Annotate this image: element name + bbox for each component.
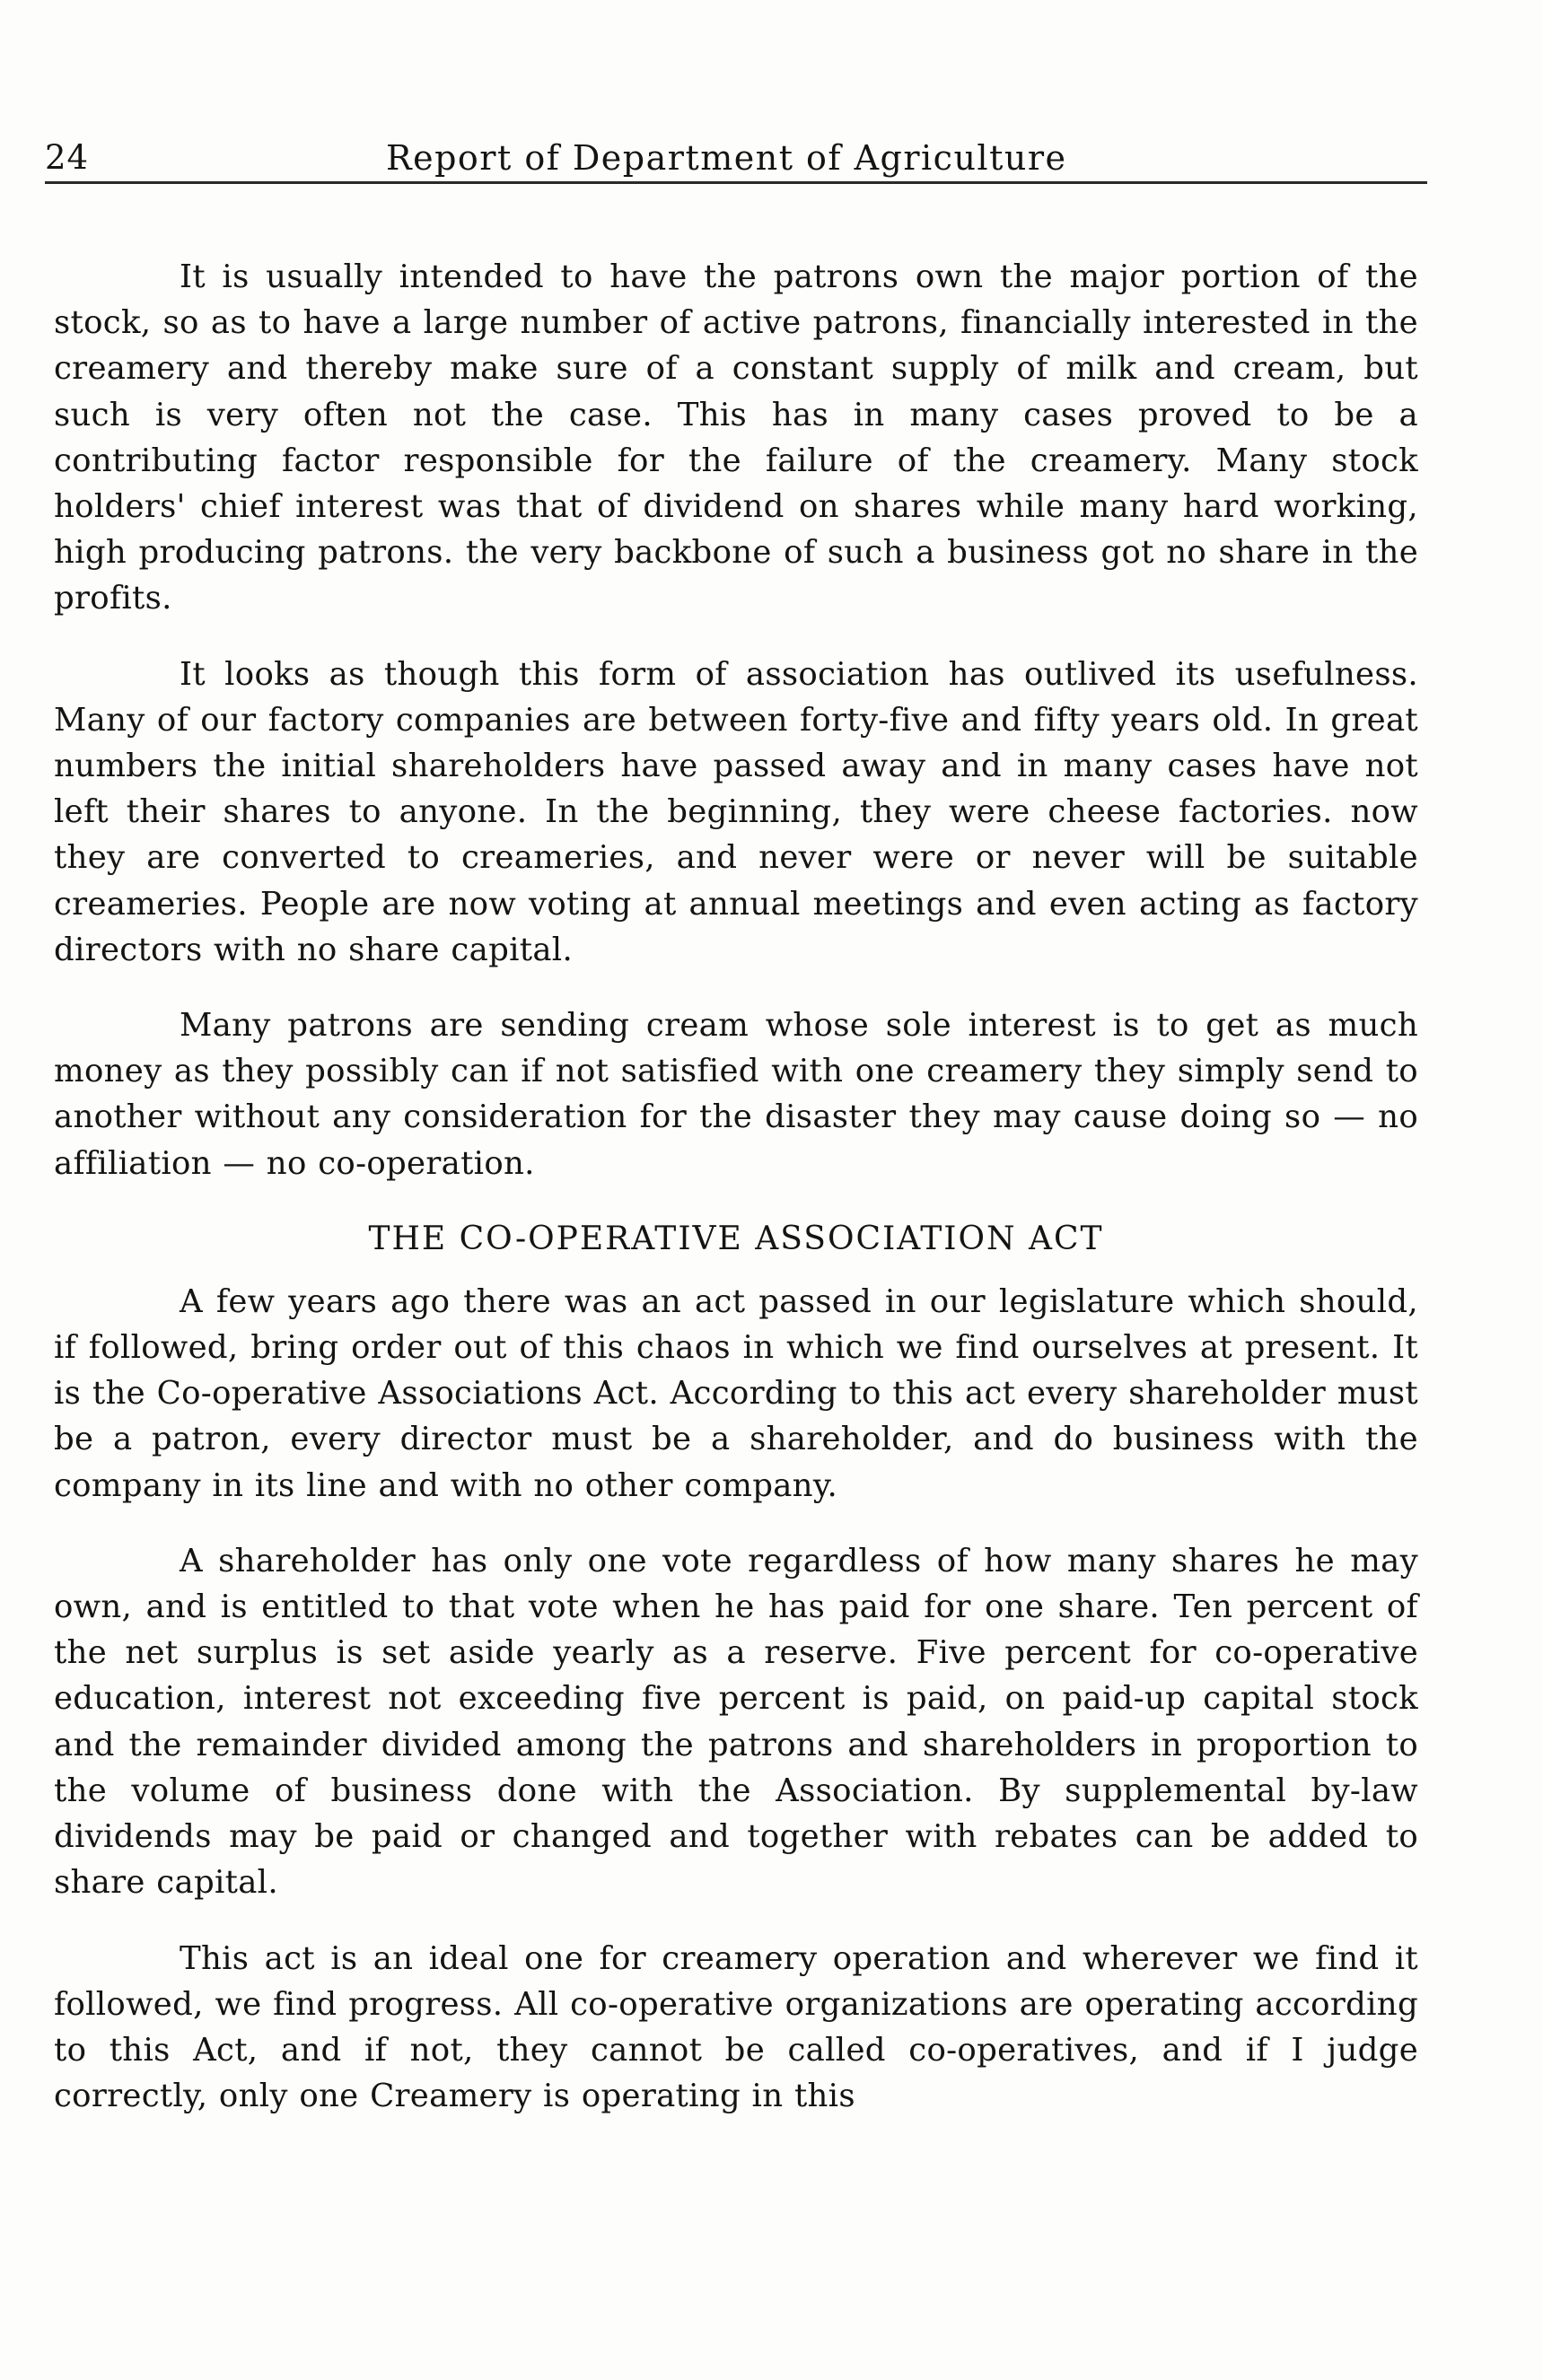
page-number: 24 bbox=[45, 138, 90, 177]
paragraph-ideal-act: This act is an ideal one for creamery operation and wherever we find it followed, we find progress. All co-operative organizations are operating according to this Act, and if not, they cannot be called co-operatives, and if I judge correctly, only one Creamery is operating in this bbox=[54, 1939, 1418, 2115]
running-title: Report of Department of Agriculture bbox=[386, 138, 1067, 178]
paragraph-act-passed: A few years ago there was an act passed in our legislature which should, if followed, bring order out of this chaos in which we find ourselves at present. It is the Co-operative Associations Act. According to this act every shareholder must be a patron, every director must be a shareholder, and do business with the company in its line and with no other company. bbox=[54, 1282, 1418, 1504]
paragraph-patrons-sending-cream: Many patrons are sending cream whose sole interest is to get as much money as they possibly can if not satisfied with one creamery they simply send to another without any consideration for the disaster they may cause doing so — no affiliation — no co-operation. bbox=[54, 1007, 1418, 1182]
body-text bbox=[54, 254, 1418, 2119]
paragraph-stock-ownership: It is usually intended to have the patrons own the major portion of the stock, so as to have a large number of active patrons, financially interested in the creamery and thereby make sure of a constant supply of milk and cream, but such is very often not the case. This has in many cases proved to be a contributing factor responsible for the failure of the creamery. Many stock holders' chief interest was that of dividend on shares while many hard working, high producing patrons. the very backbone of such a business got no share in the profits. bbox=[54, 258, 1418, 617]
paragraph-outlived-usefulness: It looks as though this form of association has outlived its usefulness. Many of our factory companies are between forty-five and fifty years old. In great numbers the initial shareholders have passed away and in many cases have not left their shares to anyone. In the beginning, they were cheese factories. now they are converted to creameries, and never were or never will be suitable creameries. People are now voting at annual meetings and even acting as factory directors with no share capital. bbox=[54, 655, 1418, 968]
paragraph-shareholder-vote: A shareholder has only one vote regardless of how many shares he may own, and is entitled to that vote when he has paid for one share. Ten percent of the net surplus is set aside yearly as a reserve. Five percent for co-operative education, interest not exceeding five percent is paid, on paid-up capital stock and the remainder divided among the patrons and shareholders in proportion to the volume of business done with the Association. By supplemental by-law dividends may be paid or changed and together with rebates can be added to share capital. bbox=[54, 1542, 1418, 1902]
page-header bbox=[45, 136, 1427, 184]
section-heading: THE CO-OPERATIVE ASSOCIATION ACT bbox=[368, 1220, 1104, 1257]
